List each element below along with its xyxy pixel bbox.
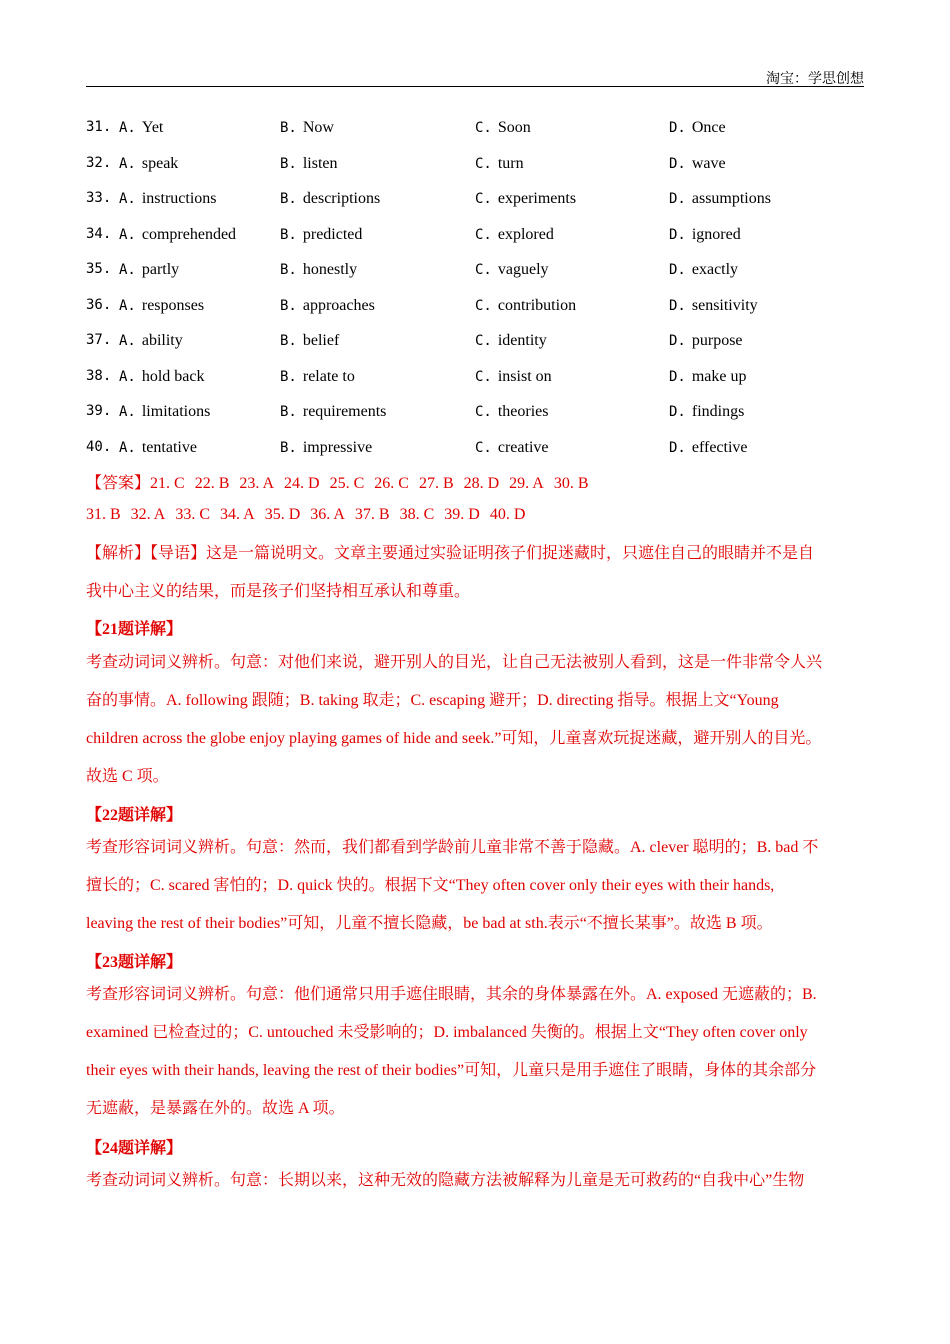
option-text: exactly — [691, 261, 739, 278]
option-b — [280, 394, 386, 431]
option-d — [669, 359, 747, 396]
answer-item: 33. C — [175, 506, 211, 523]
option-d — [669, 430, 748, 467]
answer-item: 26. C — [374, 475, 409, 492]
option-a — [119, 394, 210, 431]
option-row — [86, 217, 866, 253]
option-letter: B. — [280, 155, 297, 172]
option-text: sensitivity — [691, 296, 758, 314]
option-text: turn — [497, 154, 524, 172]
answer-item: 34. A — [220, 506, 255, 523]
option-row — [86, 110, 866, 146]
option-text: insist on — [497, 367, 552, 385]
option-letter: B. — [280, 191, 297, 207]
option-text: identity — [497, 332, 547, 349]
option-letter: B. — [280, 297, 297, 314]
q22-line: 考查形容词词义辨析。句意：然而，我们都看到学龄前儿童非常不善于隐藏。A. clever 聪明的；B. bad 不 — [86, 839, 819, 856]
question-number: 40. — [86, 438, 112, 455]
q22-line: 擅长的；C. scared 害怕的；D. quick 快的。根据下文“They often cover only their eyes with their hands, — [86, 877, 775, 894]
option-text: belief — [302, 332, 340, 349]
option-text: listen — [302, 154, 338, 172]
option-c — [475, 110, 531, 147]
option-b — [280, 323, 339, 360]
q24-paragraph — [86, 1162, 866, 1200]
option-letter: B. — [280, 368, 297, 385]
option-text: Yet — [141, 119, 164, 136]
option-b — [280, 146, 338, 183]
option-letter: D. — [669, 155, 686, 172]
option-letter: A. — [119, 191, 136, 207]
q21-heading: 【21题详解】 — [86, 621, 183, 638]
option-text: ability — [141, 332, 183, 349]
option-d — [669, 181, 771, 218]
option-letter: C. — [475, 262, 492, 278]
option-letter: D. — [669, 404, 686, 420]
q23-line: 无遮蔽，是暴露在外的。故选 A 项。 — [86, 1100, 345, 1117]
option-row — [86, 181, 866, 217]
option-text: wave — [691, 154, 726, 172]
q23-line: examined 已检查过的；C. untouched 未受影响的；D. imbalanced 失衡的。根据上文“They often cover only — [86, 1024, 808, 1041]
answer-item: 21. C — [150, 475, 185, 492]
option-letter: A. — [119, 297, 136, 314]
option-letter: C. — [475, 333, 492, 349]
analysis-paragraph — [86, 535, 866, 611]
option-text: experiments — [497, 190, 577, 207]
option-letter: A. — [119, 120, 136, 136]
option-letter: C. — [475, 439, 492, 456]
option-letter: D. — [669, 333, 686, 349]
option-text: hold back — [141, 367, 205, 385]
answer-item: 22. B — [194, 475, 230, 492]
option-text: partly — [141, 261, 180, 278]
option-a — [119, 430, 197, 467]
q21-paragraph — [86, 644, 866, 796]
option-a — [119, 288, 204, 325]
question-number: 39. — [86, 403, 112, 419]
option-text: effective — [691, 438, 748, 456]
option-text: vaguely — [497, 261, 549, 278]
question-number: 35. — [86, 261, 112, 277]
answer-item: 23. A — [239, 475, 275, 492]
answer-item: 25. C — [329, 475, 365, 492]
option-c — [475, 217, 554, 254]
option-letter: A. — [119, 439, 136, 456]
option-d — [669, 252, 738, 289]
option-text: responses — [141, 296, 205, 314]
option-text: tentative — [141, 438, 197, 456]
option-b — [280, 288, 375, 325]
page-header — [86, 66, 864, 87]
option-c — [475, 252, 549, 289]
option-letter: C. — [475, 155, 492, 172]
option-b — [280, 430, 372, 467]
answer-item: 24. D — [284, 475, 320, 492]
option-d — [669, 146, 726, 183]
q24-heading: 【24题详解】 — [86, 1140, 183, 1157]
option-letter: B. — [280, 120, 297, 136]
option-row — [86, 430, 866, 466]
option-text: Once — [691, 119, 726, 136]
option-text: comprehended — [141, 225, 237, 243]
option-letter: D. — [669, 191, 686, 207]
answer-line-2 — [86, 506, 866, 524]
option-letter: A. — [119, 333, 136, 349]
option-letter: C. — [475, 120, 492, 136]
option-text: findings — [691, 403, 745, 420]
option-letter: B. — [280, 333, 297, 349]
option-c — [475, 323, 547, 360]
option-b — [280, 252, 357, 289]
header-text: 淘宝：学思创想 — [766, 72, 864, 87]
option-letter: A. — [119, 155, 136, 172]
option-text: make up — [691, 367, 747, 385]
option-text: requirements — [302, 403, 387, 420]
answer-item: 36. A — [310, 506, 345, 523]
option-text: speak — [141, 154, 179, 172]
answer-item: 40. D — [489, 506, 526, 523]
answer-item: 32. A — [130, 506, 166, 523]
question-number: 33. — [86, 190, 112, 206]
question-number: 36. — [86, 296, 112, 313]
option-b — [280, 359, 355, 396]
option-c — [475, 394, 549, 431]
option-row — [86, 146, 866, 182]
option-letter: D. — [669, 368, 686, 385]
question-number: 34. — [86, 225, 112, 242]
option-letter: D. — [669, 226, 686, 243]
option-text: approaches — [302, 296, 375, 314]
option-d — [669, 394, 744, 431]
q21-line: children across the globe enjoy playing games of hide and seek.”可知，儿童喜欢玩捉迷藏，避开别人的目光。 — [86, 730, 822, 747]
option-row — [86, 288, 866, 324]
answer-label: 【答案】 — [86, 475, 151, 492]
answer-item: 29. A — [509, 475, 544, 492]
option-b — [280, 217, 362, 254]
option-a — [119, 146, 178, 183]
option-a — [119, 359, 205, 396]
analysis-line: 我中心主义的结果，而是孩子们坚持相互承认和尊重。 — [86, 583, 471, 600]
answer-item: 30. B — [553, 475, 589, 492]
option-c — [475, 359, 552, 396]
option-d — [669, 110, 726, 147]
q21-line: 考查动词词义辨析。句意：对他们来说，避开别人的目光，让自己无法被别人看到，这是一件非常令人兴 — [86, 654, 823, 671]
q23-paragraph — [86, 976, 866, 1128]
option-text: theories — [497, 403, 549, 420]
option-letter: D. — [669, 297, 686, 314]
answer-item: 35. D — [264, 506, 301, 523]
q23-line: 考查形容词词义辨析。句意：他们通常只用手遮住眼睛，其余的身体暴露在外。A. exposed 无遮蔽的；B. — [86, 986, 817, 1003]
option-text: Soon — [497, 119, 531, 136]
option-b — [280, 110, 334, 147]
question-number: 38. — [86, 367, 112, 384]
option-letter: A. — [119, 262, 136, 278]
q23-heading: 【23题详解】 — [86, 954, 183, 971]
analysis-line: 【解析】【导语】这是一篇说明文。文章主要通过实验证明孩子们捉迷藏时，只遮住自己的眼睛并不是自 — [86, 545, 815, 562]
option-text: ignored — [691, 225, 741, 243]
q22-paragraph — [86, 829, 866, 943]
option-c — [475, 430, 548, 467]
q22-line: leaving the rest of their bodies”可知，儿童不擅长隐藏，be bad at sth.表示“不擅长某事”。故选 B 项。 — [86, 915, 773, 932]
option-letter: C. — [475, 297, 492, 314]
q22-heading: 【22题详解】 — [86, 807, 183, 824]
option-d — [669, 217, 741, 254]
question-number: 32. — [86, 154, 112, 171]
answer-item: 27. B — [418, 475, 454, 492]
option-letter: D. — [669, 439, 686, 456]
answer-item: 28. D — [463, 475, 500, 492]
option-letter: B. — [280, 262, 297, 278]
answer-item: 38. C — [399, 506, 435, 523]
option-letter: D. — [669, 262, 686, 278]
option-letter: C. — [475, 404, 492, 420]
option-row — [86, 394, 866, 430]
option-row — [86, 252, 866, 288]
option-text: predicted — [302, 225, 363, 243]
answer-item: 39. D — [444, 506, 480, 523]
option-letter: C. — [475, 226, 492, 243]
option-d — [669, 288, 758, 325]
option-text: descriptions — [302, 190, 381, 207]
option-a — [119, 252, 179, 289]
options-table — [86, 110, 866, 465]
option-text: explored — [497, 225, 554, 243]
option-text: purpose — [691, 332, 743, 349]
option-text: honestly — [302, 261, 358, 278]
option-letter: C. — [475, 191, 492, 207]
option-row — [86, 359, 866, 395]
option-letter: B. — [280, 226, 297, 243]
option-c — [475, 181, 576, 218]
q21-line: 故选 C 项。 — [86, 768, 169, 785]
option-a — [119, 110, 163, 147]
option-a — [119, 181, 217, 218]
answer-line-1 — [86, 470, 866, 493]
question-number: 31. — [86, 119, 112, 135]
option-d — [669, 323, 743, 360]
option-text: limitations — [141, 403, 211, 420]
option-text: assumptions — [691, 190, 771, 207]
answer-item: 37. B — [354, 506, 390, 523]
question-number: 37. — [86, 332, 112, 348]
option-text: contribution — [497, 296, 577, 314]
option-letter: D. — [669, 120, 686, 136]
option-letter: A. — [119, 226, 136, 243]
q23-line: their eyes with their hands, leaving the rest of their bodies”可知，儿童只是用手遮住了眼睛，身体的其余部分 — [86, 1062, 817, 1079]
option-b — [280, 181, 380, 218]
option-text: relate to — [302, 367, 355, 385]
q24-line: 考查动词词义辨析。句意：长期以来，这种无效的隐藏方法被解释为儿童是无可救药的“自我中心”生物 — [86, 1172, 805, 1189]
option-letter: A. — [119, 368, 136, 385]
option-a — [119, 323, 183, 360]
answer-item: 31. B — [86, 506, 121, 523]
option-c — [475, 288, 576, 325]
option-a — [119, 217, 236, 254]
q21-line: 奋的事情。A. following 跟随；B. taking 取走；C. escaping 避开；D. directing 指导。根据上文“Young — [86, 692, 779, 709]
option-text: creative — [497, 438, 549, 456]
option-text: Now — [302, 119, 334, 136]
option-row — [86, 323, 866, 359]
option-letter: C. — [475, 368, 492, 385]
option-c — [475, 146, 524, 183]
option-text: instructions — [141, 190, 217, 207]
option-letter: B. — [280, 404, 297, 420]
option-text: impressive — [302, 438, 373, 456]
option-letter: B. — [280, 439, 297, 456]
option-letter: A. — [119, 404, 136, 420]
